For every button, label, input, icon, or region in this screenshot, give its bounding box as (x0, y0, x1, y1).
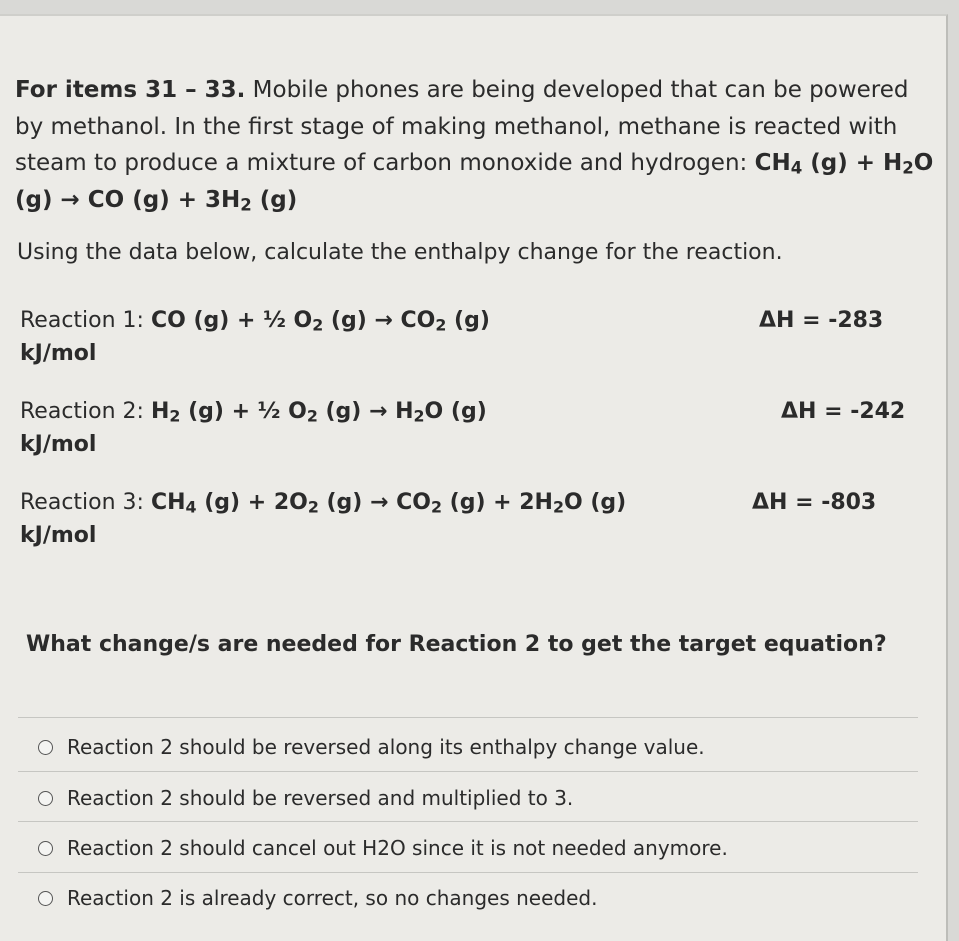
items-label: For items 31 – 33. (15, 77, 246, 103)
enthalpy-value: ΔH = -283 (759, 308, 884, 333)
reaction-equation: $CH_4$ $(g) + 2O_2$ $(g) \to CO_2$ $(g) + 2H_2O$ (g) (150, 490, 627, 517)
answer-option-1[interactable] (38, 734, 705, 760)
enthalpy-unit: kJ/mol (20, 432, 97, 457)
option-label: Reaction 2 should be reversed along its enthalpy change value. (67, 735, 705, 759)
divider (18, 872, 918, 873)
radio-button-icon[interactable] (38, 891, 53, 906)
instruction-text: Using the data below, calculate the enthalpy change for the reaction. (17, 240, 783, 265)
intro-paragraph (15, 72, 935, 218)
reaction-equation: $H_2$ (g) + ½ $O_2$ $(g) \to H_2O$ (g) (150, 399, 487, 426)
enthalpy-value: ΔH = -803 (752, 490, 877, 515)
reaction-label: Reaction 1: (20, 308, 144, 333)
answer-option-2[interactable] (38, 785, 573, 811)
reaction-label: Reaction 2: (20, 399, 144, 424)
option-label: Reaction 2 should be reversed and multiplied to 3. (67, 786, 574, 810)
divider (18, 771, 918, 772)
option-label: Reaction 2 is already correct, so no changes needed. (67, 886, 598, 910)
reaction-2 (20, 399, 920, 457)
radio-button-icon[interactable] (38, 841, 53, 856)
radio-button-icon[interactable] (38, 791, 53, 806)
divider (18, 821, 918, 822)
reaction-equation: CO (g) + ½ $O_2$ $(g) \to CO_2$ (g) (150, 308, 490, 335)
option-label: Reaction 2 should cancel out H2O since it is not needed anymore. (67, 836, 728, 860)
radio-button-icon[interactable] (38, 740, 53, 755)
question-text: What change/s are needed for Reaction 2 to get the target equation? (26, 632, 887, 657)
divider (18, 717, 918, 718)
enthalpy-value: ΔH = -242 (781, 399, 906, 424)
reaction-3 (20, 490, 920, 548)
intro-text: Mobile phones are being developed that can be powered by methanol. In the first stage of making methanol, methane is reacted with steam to produce a mixture of carbon monoxide and hydrogen: (15, 77, 909, 176)
reaction-1 (20, 308, 920, 366)
reaction-label: Reaction 3: (20, 490, 144, 515)
answer-option-3[interactable] (38, 835, 728, 861)
enthalpy-unit: kJ/mol (20, 341, 97, 366)
answer-option-4[interactable] (38, 885, 597, 911)
enthalpy-unit: kJ/mol (20, 523, 97, 548)
target-equation: $CH_4$ $(g) + H_2O$ (g) → CO $(g) + 3H_2$ (g) (15, 150, 934, 215)
